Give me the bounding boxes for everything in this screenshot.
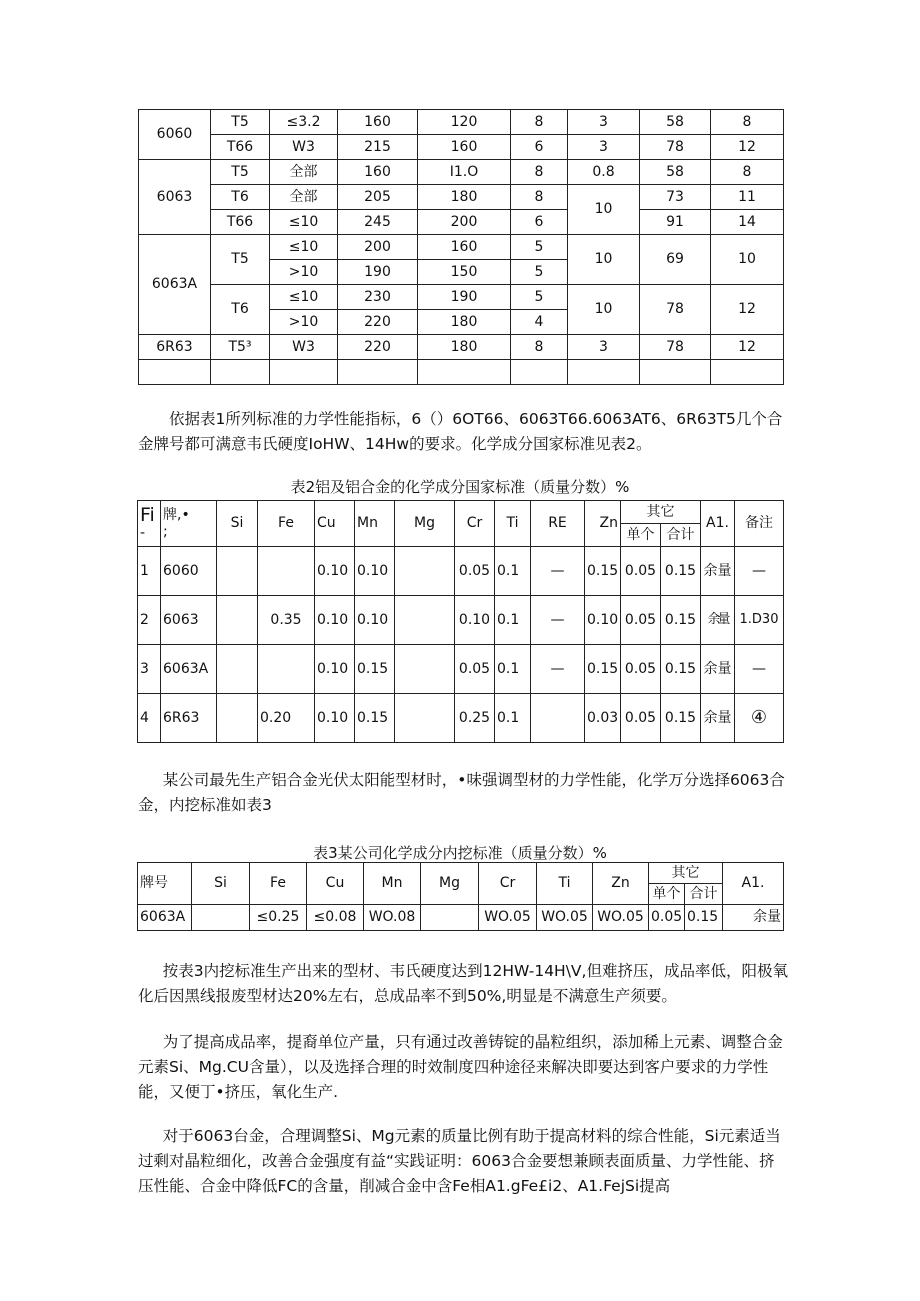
table-cell: — bbox=[531, 547, 585, 596]
table-cell: — bbox=[735, 645, 784, 694]
table-cell: 0.05 bbox=[649, 905, 685, 931]
table-cell: 180 bbox=[418, 185, 511, 210]
table-cell: 0.35 bbox=[258, 596, 315, 645]
table-cell: T5 bbox=[211, 110, 270, 135]
table-cell: 220 bbox=[338, 335, 418, 360]
table-cell: Ti bbox=[495, 501, 531, 547]
table-cell: 其它 bbox=[649, 863, 723, 884]
table-cell: 6063 bbox=[139, 160, 211, 235]
table-cell: 0.15 bbox=[661, 547, 701, 596]
table-cell: 0.1 bbox=[495, 645, 531, 694]
table-cell: 1 bbox=[138, 547, 161, 596]
table-cell: 6R63 bbox=[161, 694, 217, 743]
table-row bbox=[138, 645, 784, 694]
table-cell: 4 bbox=[138, 694, 161, 743]
table-cell: 余量 bbox=[701, 547, 735, 596]
table-cell: 205 bbox=[338, 185, 418, 210]
table-cell: 0.15 bbox=[355, 694, 395, 743]
table-cell: 6063 bbox=[161, 596, 217, 645]
table-cell: Si bbox=[217, 501, 258, 547]
table-cell: 78 bbox=[640, 135, 711, 160]
table-cell bbox=[258, 547, 315, 596]
table-cell: 5 bbox=[511, 260, 568, 285]
table-cell bbox=[421, 905, 479, 931]
table-cell: ≤10 bbox=[270, 285, 338, 310]
table-cell: 220 bbox=[338, 310, 418, 335]
table-cell: 10 bbox=[568, 185, 640, 235]
table-cell: T66 bbox=[211, 135, 270, 160]
table-cell bbox=[192, 905, 250, 931]
table-cell: 6063A bbox=[161, 645, 217, 694]
table-cell: 0.1 bbox=[495, 694, 531, 743]
table-cell: 8 bbox=[711, 160, 784, 185]
table-cell: 0.10 bbox=[315, 694, 355, 743]
table-cell: 0.15 bbox=[685, 905, 723, 931]
table-cell: 150 bbox=[418, 260, 511, 285]
table-cell: 备注 bbox=[735, 501, 784, 547]
table-cell: 200 bbox=[338, 235, 418, 260]
table-cell: 0.10 bbox=[315, 645, 355, 694]
table-cell: 余量 bbox=[701, 694, 735, 743]
table-row bbox=[139, 110, 784, 135]
table-cell: 160 bbox=[338, 110, 418, 135]
table-cell: >10 bbox=[270, 310, 338, 335]
table-cell: 0.15 bbox=[661, 645, 701, 694]
table-row bbox=[138, 547, 784, 596]
table-cell: 6063A bbox=[138, 905, 192, 931]
table-row bbox=[139, 135, 784, 160]
table-row bbox=[139, 335, 784, 360]
table-cell: 73 bbox=[640, 185, 711, 210]
table-cell: 0.05 bbox=[455, 645, 495, 694]
table-cell: ≤0.25 bbox=[250, 905, 307, 931]
table-cell: 0.15 bbox=[355, 645, 395, 694]
table-cell: 11 bbox=[711, 185, 784, 210]
table-header-row bbox=[138, 863, 784, 884]
table-cell: ≤3.2 bbox=[270, 110, 338, 135]
table-cell: WO.05 bbox=[593, 905, 649, 931]
table-cell: 91 bbox=[640, 210, 711, 235]
table-cell: 215 bbox=[338, 135, 418, 160]
table-cell: 余量 bbox=[701, 645, 735, 694]
table-cell: Mn bbox=[355, 501, 395, 547]
table-cell: 0.10 bbox=[355, 547, 395, 596]
table-cell: 245 bbox=[338, 210, 418, 235]
table-cell: ④ bbox=[735, 694, 784, 743]
table-cell: 0.1 bbox=[495, 547, 531, 596]
table-cell: ≤10 bbox=[270, 210, 338, 235]
table-cell bbox=[531, 694, 585, 743]
table-cell: 3 bbox=[138, 645, 161, 694]
table-cell: A1. bbox=[701, 501, 735, 547]
table-cell: T6 bbox=[211, 285, 270, 335]
table-cell: 全部 bbox=[270, 185, 338, 210]
table-cell: — bbox=[735, 547, 784, 596]
table-cell: WO.08 bbox=[364, 905, 421, 931]
table-cell: 全部 bbox=[270, 160, 338, 185]
table-cell: 230 bbox=[338, 285, 418, 310]
table-cell bbox=[395, 596, 455, 645]
table-cell: 0.10 bbox=[315, 547, 355, 596]
table-cell: Si bbox=[192, 863, 250, 905]
table-cell: 8 bbox=[511, 160, 568, 185]
table-cell: 余量 bbox=[723, 905, 784, 931]
table-cell: 0.10 bbox=[315, 596, 355, 645]
table-cell: 78 bbox=[640, 335, 711, 360]
table-cell: Zn bbox=[593, 863, 649, 905]
table-row bbox=[138, 694, 784, 743]
table-cell: Cu bbox=[307, 863, 364, 905]
paragraph: 对于6063台金，合理调整Si、Mg元素的质量比例有助于提高材料的综合性能，Si元素适当过剩对晶粒细化，改善合金强度有益“实践证明：6063合金要想兼顾表面质量、力学性能、挤压性能、合金中降低FC的含量，削减合金中含Fe相A1.gFe£i2、A1.FejSi提高 bbox=[138, 1127, 781, 1195]
table-cell: 0.20 bbox=[258, 694, 315, 743]
table-cell: 合计 bbox=[685, 884, 723, 905]
table-cell: 0.05 bbox=[621, 596, 661, 645]
table-cell: 180 bbox=[418, 310, 511, 335]
paragraph: 某公司最先生产铝合金光伏太阳能型材时，•味强调型材的力学性能，化学万分选择6063合金，内挖标准如表3 bbox=[138, 771, 785, 814]
table-cell: 6 bbox=[511, 135, 568, 160]
table-cell bbox=[395, 694, 455, 743]
table-cell: Zn bbox=[585, 501, 621, 547]
table-cell: Mg bbox=[421, 863, 479, 905]
table-cell: 6060 bbox=[161, 547, 217, 596]
table-cell: 6063A bbox=[139, 235, 211, 335]
table-cell: 3 bbox=[568, 335, 640, 360]
table-cell: 6 bbox=[511, 210, 568, 235]
table-cell bbox=[217, 694, 258, 743]
table-cell: WO.05 bbox=[537, 905, 593, 931]
table-cell: 12 bbox=[711, 335, 784, 360]
table-cell: Fe bbox=[250, 863, 307, 905]
table-cell: 0.03 bbox=[585, 694, 621, 743]
table-cell: 5 bbox=[511, 235, 568, 260]
table-cell bbox=[395, 645, 455, 694]
table-cell: 单个 bbox=[621, 524, 661, 547]
table-cell: 0.10 bbox=[355, 596, 395, 645]
table-row bbox=[139, 210, 784, 235]
table-cell: 8 bbox=[511, 185, 568, 210]
table-cell: 12 bbox=[711, 135, 784, 160]
table-cell bbox=[258, 645, 315, 694]
table2-caption: 表2铝及铝合金的化学成分国家标准（质量分数）% bbox=[290, 478, 630, 496]
table-cell: T5 bbox=[211, 160, 270, 185]
table-cell: RE bbox=[531, 501, 585, 547]
paragraph: 依据表1所列标准的力学性能指标，6（）6OT66、6063T66.6063AT6、6R63T5几个合金牌号都可满意韦氏硬度IoHW、14Hw的要求。化学成分国家标准见表2。 bbox=[138, 410, 783, 453]
table-cell: 0.1 bbox=[495, 596, 531, 645]
table-cell: Ti bbox=[537, 863, 593, 905]
table-cell: 190 bbox=[418, 285, 511, 310]
table-cell: 160 bbox=[418, 235, 511, 260]
table-row bbox=[139, 185, 784, 210]
table-cell: 0.15 bbox=[585, 645, 621, 694]
table-cell: 10 bbox=[711, 235, 784, 285]
table-cell: T6 bbox=[211, 185, 270, 210]
table-cell: — bbox=[531, 596, 585, 645]
table-cell: 58 bbox=[640, 110, 711, 135]
table-cell: 4 bbox=[511, 310, 568, 335]
table-cell: 0.15 bbox=[661, 694, 701, 743]
table-cell: 8 bbox=[511, 110, 568, 135]
table-cell: 5 bbox=[511, 285, 568, 310]
table-cell: 0.05 bbox=[621, 547, 661, 596]
table-cell: 牌号 bbox=[138, 863, 192, 905]
table-cell: T66 bbox=[211, 210, 270, 235]
grade-header: 牌,• ; bbox=[161, 501, 217, 547]
table-cell: I1.O bbox=[418, 160, 511, 185]
table-cell: 190 bbox=[338, 260, 418, 285]
table-cell: 0.05 bbox=[455, 547, 495, 596]
table-cell bbox=[217, 596, 258, 645]
table-cell: 3 bbox=[568, 110, 640, 135]
table-cell: 12 bbox=[711, 285, 784, 335]
table-cell: 69 bbox=[640, 235, 711, 285]
paragraph: 为了提高成品率，提裔单位产量，只有通过改善铸锭的晶粒组织，添加稀上元素、调整合金元素Si、Mg.CU含量），以及选择合理的时效制度四种途径来解决即要达到客户要求的力学性能，又便丁•挤压，氧化生产. bbox=[138, 1033, 783, 1101]
table-cell: 10 bbox=[568, 285, 640, 335]
table-cell: W3 bbox=[270, 135, 338, 160]
table-cell: Cr bbox=[479, 863, 537, 905]
internal-composition-table bbox=[137, 862, 784, 931]
table-row bbox=[139, 160, 784, 185]
table-cell: 0.8 bbox=[568, 160, 640, 185]
table-cell: 6060 bbox=[139, 110, 211, 160]
table-cell: Fe bbox=[258, 501, 315, 547]
table-cell bbox=[395, 547, 455, 596]
number-header: Fi - bbox=[138, 501, 161, 547]
table-cell: 0.15 bbox=[585, 547, 621, 596]
table-cell bbox=[217, 547, 258, 596]
table-cell: 58 bbox=[640, 160, 711, 185]
table-cell: T5 bbox=[211, 235, 270, 285]
table-cell: 6R63 bbox=[139, 335, 211, 360]
table-row-empty bbox=[139, 360, 784, 385]
table-row bbox=[139, 285, 784, 310]
table-cell: 8 bbox=[711, 110, 784, 135]
table-cell: W3 bbox=[270, 335, 338, 360]
table-cell: 120 bbox=[418, 110, 511, 135]
table3-caption: 表3某公司化学成分内挖标准（质量分数）% bbox=[313, 844, 607, 862]
table-cell: Mg bbox=[395, 501, 455, 547]
table-cell: 0.10 bbox=[585, 596, 621, 645]
table-cell: 78 bbox=[640, 285, 711, 335]
table-cell: ≤10 bbox=[270, 235, 338, 260]
table-row bbox=[138, 905, 784, 931]
table-cell: 0.10 bbox=[455, 596, 495, 645]
table-cell: 2 bbox=[138, 596, 161, 645]
table-cell: 单个 bbox=[649, 884, 685, 905]
table-cell: 0.15 bbox=[661, 596, 701, 645]
table-cell: 合计 bbox=[661, 524, 701, 547]
table-cell: 0.05 bbox=[621, 645, 661, 694]
table-cell: — bbox=[531, 645, 585, 694]
table-cell: 余量 bbox=[701, 596, 735, 645]
table-row bbox=[139, 235, 784, 260]
table-cell: 8 bbox=[511, 335, 568, 360]
mechanical-properties-table bbox=[138, 109, 784, 385]
table-cell: WO.05 bbox=[479, 905, 537, 931]
table-cell: T5³ bbox=[211, 335, 270, 360]
table-cell: Mn bbox=[364, 863, 421, 905]
table-cell: A1. bbox=[723, 863, 784, 905]
table-cell: 3 bbox=[568, 135, 640, 160]
table-header-row bbox=[138, 501, 784, 524]
table-cell: 14 bbox=[711, 210, 784, 235]
table-cell: 160 bbox=[338, 160, 418, 185]
table-cell: 180 bbox=[418, 335, 511, 360]
table-cell: 其它 bbox=[621, 501, 701, 524]
chemical-composition-national-table bbox=[137, 500, 784, 743]
table-cell: 0.05 bbox=[621, 694, 661, 743]
table-row bbox=[138, 596, 784, 645]
table-cell: Cu bbox=[315, 501, 355, 547]
table-cell: 160 bbox=[418, 135, 511, 160]
table-cell bbox=[217, 645, 258, 694]
table-cell: 10 bbox=[568, 235, 640, 285]
table-cell: >10 bbox=[270, 260, 338, 285]
paragraph: 按表3内挖标准生产出来的型材、韦氏硬度达到12HW-14H\V,但难挤压，成品率低，阳极氧化后因黑线报废型材达20%左右，总成品率不到50%,明显是不满意生产须要。 bbox=[138, 962, 788, 1005]
table-cell: 200 bbox=[418, 210, 511, 235]
table-cell: 0.25 bbox=[455, 694, 495, 743]
table-cell: ≤0.08 bbox=[307, 905, 364, 931]
table-cell: Cr bbox=[455, 501, 495, 547]
table-cell: 1.D30 bbox=[735, 596, 784, 645]
